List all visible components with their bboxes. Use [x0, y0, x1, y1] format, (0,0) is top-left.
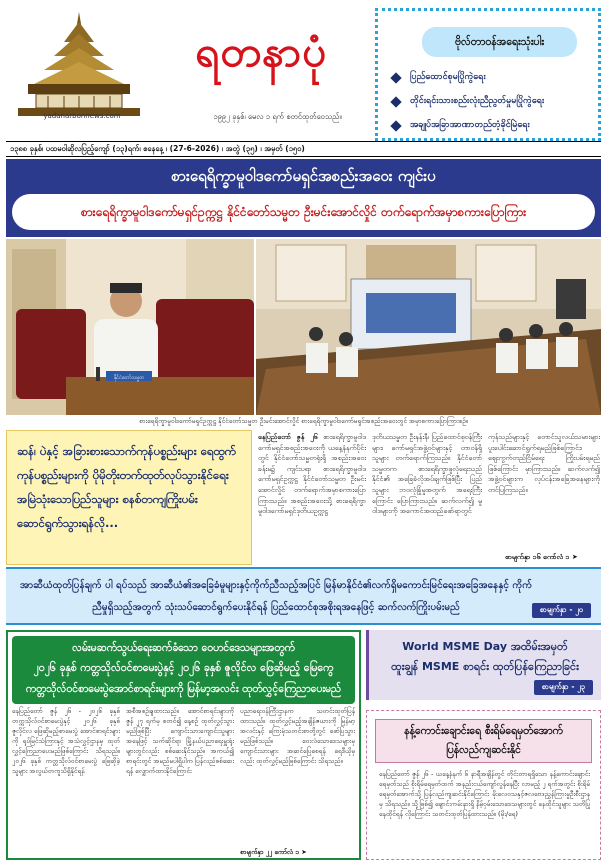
- lead-supertitle: စားရေရိက္ခာမူဝါဒကော်မရှင်အစည်းအဝေး ကျင်းပ: [171, 167, 436, 185]
- article-column: အစီအစဉ်ချထားသည်။ အောင်စာရင်းများကို ဇွန် ၂၇ ရက်မှ စတင်၍ နေ့စဉ် ထုတ်လွှင့်သွားမည်ဖြစ်ပြီး ကျောင်းသားကျောင်းသူများ အနေဖြင့် သက်ဆိုင်ရာ မြို့နယ်ပညာရေးမှူးရုံးများတွင်လည်း စစ်ဆေးနိုင်သည်။ အကယ်၍ စာရင်းတွင် အမည်မပါရှိပါက ပြန်လည်စစ်ဆေးရန် လျှောက်ထားနိုင်ကြောင်း: [126, 707, 234, 775]
- diamond-bullet-icon: [390, 96, 401, 107]
- article-column: ပညာရေးဝန်ကြီးဌာနက သတင်းထုတ်ပြန်ထားသည်။ ထုတ်လွှင့်မည့်အချိန်ဇယားကို မြန်မာ့အလင်းနှင့် ကြေးမုံသတင်းစာတို့တွင် ဖော်ပြသွားမည်ဖြစ်သည်။ ဝေးလံသောဒေသများမှ ကျောင်းသားများ အဆင်ပြေစေရန် ရေဒီယိုမှလည်း ထုတ်လွှင့်မည်ဖြစ်ကြောင်း သိရသည်။: [240, 707, 355, 765]
- website: yadanarbonnews.com: [43, 112, 121, 120]
- meeting-photo: [256, 239, 601, 415]
- banner-text: အာဆီယံထုတ်ပြန်ချက် ပါ ရပ်သည် အာဆီယံ၏အခြေခံမူများနှင့်ကိုက်ညီသည့်အပြင် မြန်မာနိုင်ငံ၏လက်ရှိမကောင်းမြင်ရေးအခြေအနေနှင့် ကိုက်ညီမှုရှိသည့်အတွက် သုံးသပ်ဆောင်ရွက်ပေးနိုင်ရန် ပြည်ထောင်စုအစိုးရအနေဖြင့် ဆက်လက်ကြိုးပမ်းမည်: [19, 580, 533, 613]
- river-article-body: နေပြည်တော် ဇွန် ၂၆ - ယနေ့နံနက် ၆ နာရီအချိန်တွင် တိုင်းတာရရှိသော နန့်ကောင်းချောင်းရေမှတ်သည် စိုးရိမ်ရေမှတ်ထက် အနည်းငယ်ကျော်လွန်နေပြီး လာမည့် ၂ ရက်အတွင်း စိုးရိမ်ရေမှတ်အောက်သို့ ပြန်လည်ကျဆင်းနိုင်ကြောင်း မိုးလေဝသနှင့်ဇလဗေဒညွှန်ကြားမှုဦးစီးဌာနမှ သိရသည်။ သို့ဖြစ်၍ ချောင်းကမ်းနားရှိ နိမ့်ဝှမ်းသောဒေသများတွင် နေထိုင်သူများ သတိပြုနေထိုင်ရန် လိုကြောင်း သတင်းထုတ်ပြန်ထားသည်။ (မိုး/ရေ): [379, 770, 590, 818]
- article-column: နေပြည်တော် ဇွန် ၂၆ စားရေရိက္ခာမူဝါဒကော်မရှင်အစည်းအဝေးကို ယနေ့နံနက်ပိုင်းတွင် နိုင်ငံတော်သမ္မတရုံးရှိ အစည်းအဝေးခန်းမ၌ ကျင်းပရာ စားရေရိက္ခာမူဝါဒကော်မရှင်ဥက္ကဋ္ဌ နိုင်ငံတော်သမ္မတ ဦးမင်းအောင်လှိုင် တက်ရောက်အမှာစကားပြောကြားသည်။ အစည်းအဝေးသို့ စားရေရိက္ခာမူဝါဒကော်မရှင်ဒုတိယဥက္ကဋ္ဌ: [258, 433, 366, 516]
- priorities-heading: ဗိုလ်တာဝန်အရေးသုံးပါး: [422, 27, 577, 57]
- river-level-article[interactable]: [366, 710, 601, 860]
- article-column: ဒုတိယသမ္မတ ဦးနန်းနီ၊ ပြည်ထောင်စုဝန်ကြီးများ၊ ကော်မရှင်အဖွဲ့ဝင်များနှင့် တာဝန်ရှိသူများ တက်ရောက်ကြသည်။ နိုင်ငံတော်သမ္မတက စားရေရိက္ခာဖူလုံရေးသည် နိုင်ငံ၏ အခြေခံလိုအပ်ချက်ဖြစ်ပြီး ပြည်သူများ ဘဝလုံခြုံမှုအတွက် အရေးကြီးကြောင်း ပြောကြားသည်။ ဆက်လက်၍ မူဝါဒများကို အကောင်အထည်ဖော်ရာတွင်: [372, 433, 482, 516]
- issue-info-bar: ၁၃၈၈ ခုနှစ်၊ ပထမဝါဆိုလပြည့်ကျော် (၁၃)ရက်၊ စနေနေ့ ၊ (27-6-2026) ၊ အတွဲ (၃၅) ၊ အမှတ် (၁၅၀): [6, 141, 601, 157]
- asean-banner[interactable]: [6, 567, 601, 625]
- newspaper-title: ရတနာပုံ: [195, 27, 327, 76]
- priority-item: တိုင်းရင်းသားစည်းလုံးညီညွတ်မှုမပြိုကွဲရေး: [392, 95, 544, 108]
- continued-link[interactable]: စာမျက်နှာ ၁၆ ကော်လံ ၁ ➤: [505, 553, 578, 561]
- msme-box[interactable]: [366, 630, 601, 700]
- diamond-bullet-icon: [390, 72, 401, 83]
- priorities-box: [375, 8, 601, 141]
- article-column: နေပြည်တော် ဇွန် ၂၆ - ၂၀၂၆ ခုနှစ် တက္ကသိုလ်ဝင်စာမေးပွဲနှင့် ၂၀၂၆ ခုနှစ် ဇူလိုင်လ ဖြေဆိုမည့်စာမေးပွဲ အောင်စာရင်းများကို ရုပ်မြင်သံကြားနှင့် အသံလွှင့်ဌာနမှ ထုတ်လွှင့်ကြေညာပေးမည်ဖြစ်ကြောင်း သိရသည်။ ၂၀၂၆ ခုနှစ် ကတ္တသိုလ်ဝင်စာမေးပွဲ ဖြေဆိုခဲ့သူများ အလွယ်တကူသိရှိနိုင်ရန်: [12, 707, 120, 775]
- lead-headline[interactable]: စားရေရိက္ခာမူဝါဒကော်မရှင်ဥက္ကဋ္ဌ နိုင်ငံတော်သမ္မတ ဦးမင်းအောင်လှိုင် တက်ရောက်အမှာစကားပြောကြား: [12, 194, 595, 230]
- quote-text: ဆန်၊ ပဲနှင့် အခြားစားသောက်ကုန်ပစ္စည်းများ ရေထွက်ကုန်ပစ္စည်းများကို ပိုမိုတိုးတက်ထုတ်လုပ်သွားနိုင်ရေး အမြဲသုံးသောပြည်သူများ စနစ်တကျကြိုးပမ်းဆောင်ရွက်သွားရန်လို...: [17, 444, 236, 530]
- palace-logo: [8, 10, 150, 122]
- dateline: နေပြည်တော် ဇွန် ၂၆: [258, 433, 318, 441]
- msme-headline-1: World MSME Day အထိမ်းအမှတ်: [402, 640, 568, 653]
- msme-headline-2: ထူးချွန် MSME စာရင်း ထုတ်ပြန်ကြေညာခြင်း: [391, 660, 579, 673]
- diamond-bullet-icon: [390, 120, 401, 131]
- photo-caption: စားရေရိက္ခာမူဝါဒကော်မရှင်ဥက္ကဋ္ဌ နိုင်ငံတော်သမ္မတ ဦးမင်းအောင်လှိုင် စားရေရိက္ခာမူဝါဒကော်မရှင်အစည်းအဝေးတွင် အမှာစကားပြောကြားစဉ်။: [139, 417, 468, 425]
- founded-line: ၁၉၉၂ ခုနှစ်၊ မေလ ၁ ရက် စတင်ထုတ်ဝေသည်။: [213, 112, 342, 121]
- exam-headline: လမ်းမဆက်သွယ်ရေးဆက်ခံသော ဝေဟင်ဒေသများအတွက် ၂၀၂၆ ခုနှစ် ကတ္တသိုလ်ဝင်စာမေးပွဲနှင့် ၂၀၂၆ ခုနှစ် ဇူလိုင်လ ဖြေဆိုမည့် မြေကွေ ကတ္တသိုလ်ဝင်စာမေးပွဲအောင်စာရင်းများကို မြန်မာ့အလင်း ထုတ်လွှင့်ကြေညာပေးမည်: [12, 636, 355, 704]
- river-headline: နန့်ကောင်းချောင်းရေ စီးရိမ်ရေမှတ်အောက် ပြန်လည်ကျဆင်းနိုင်: [375, 719, 592, 763]
- president-photo: [6, 239, 254, 415]
- priority-item: ပြည်ထောင်စုမပြိုကွဲရေး: [392, 71, 486, 84]
- quote-box: [6, 430, 252, 565]
- article-column: ကုန်သည်များနှင့် တောင်သူလယ်သမားများ ပူးပေါင်းဆောင်ရွက်ရမည်ဖြစ်ကြောင်း၊ ဈေးကွက်တည်ငြိမ်ရေး ကြိုးပမ်းရမည်ဖြစ်ကြောင်း မှာကြားသည်။ ဆက်လက်၍ အဖွဲ့ဝင်များက လုပ်ငန်းအခြေအနေများကို တင်ပြကြသည်။: [488, 433, 600, 494]
- nameplate-text: နိုင်ငံတော်သမ္မတ: [113, 375, 145, 381]
- priority-item: အချုပ်အခြာအာဏာတည်တံ့ခိုင်မြဲရေး: [392, 119, 530, 132]
- page-tag[interactable]: စာမျက်နှာ - ၂၃: [534, 680, 593, 695]
- lead-headline-block[interactable]: [6, 159, 601, 237]
- page-tag[interactable]: စာမျက်နှာ - ၂၀: [532, 603, 591, 618]
- continued-link[interactable]: စာမျက်နှာ ၂၂ ကော်လံ ၁ ➤: [240, 848, 307, 856]
